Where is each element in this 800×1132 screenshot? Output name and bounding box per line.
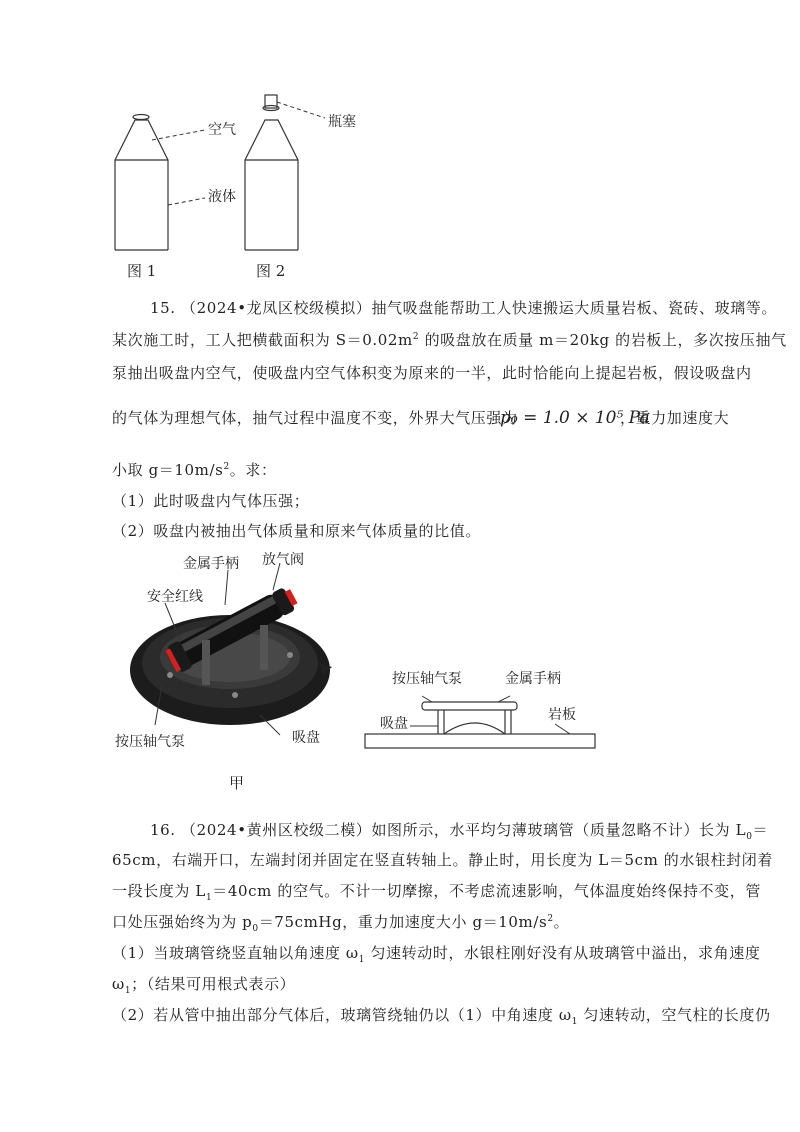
bottle-1 <box>115 115 168 251</box>
side-label-slab: 岩板 <box>548 707 576 723</box>
label-pump: 按压轴气泵 <box>115 734 185 750</box>
q16-sub1: （1）当玻璃管绕竖直轴以角速度 $\omega_1$ 匀速转动时，水银柱刚好没有从玻璃管中溢出，求角速度 <box>112 944 761 965</box>
label-valve: 放气阀 <box>262 552 304 568</box>
label-liquid: 液体 <box>208 189 236 205</box>
side-label-handle: 金属手柄 <box>505 671 561 687</box>
q15-line1: 15. （2024•龙凤区校级模拟）抽气吸盘能帮助工人快速搬运大质量岩板、瓷砖、玻璃等。 <box>150 299 778 317</box>
q16-line4: 口处压强始终为为 $p_0=75cmHg$，重力加速度大小 $g=10m/s^2$。 <box>112 913 570 934</box>
label-cup: 吸盘 <box>292 730 320 746</box>
q15-pressure-formula: p₀ = 1.0 × 10⁵ Pa <box>500 408 650 428</box>
q15-sub1: （1）此时吸盘内气体压强； <box>112 492 310 510</box>
q15-sub2: （2）吸盘内被抽出气体质量和原来气体质量的比值。 <box>112 522 481 540</box>
q16-line2: 65cm，右端开口，左端封闭并固定在竖直转轴上。静止时，用长度为 L＝5cm 的水银柱封闭着 <box>112 851 773 869</box>
side-label-cup: 吸盘 <box>380 716 408 732</box>
q15-line4: 的气体为理想气体，抽气过程中温度不变，外界大气压强为 <box>112 409 518 427</box>
fig2-caption: 图 2 <box>256 262 286 280</box>
label-handle: 金属手柄 <box>183 556 239 572</box>
fig-jia-caption: 甲 <box>229 774 245 792</box>
q15-line5: 小取 $g=10m/s^2$。求： <box>112 461 277 479</box>
bottle-2 <box>245 95 298 250</box>
q15-line3: 泵抽出吸盘内空气，使吸盘内空气体积变为原来的一半，此时恰能向上提起岩板，假设吸盘内 <box>112 364 752 382</box>
q15-line2: 某次施工时，工人把横截面积为 $S=0.02m^2$ 的吸盘放在质量 m＝20kg 的岩板上，多次按压抽气 <box>112 331 787 349</box>
q16-sub2: （2）若从管中抽出部分气体后，玻璃管绕轴仍以（1）中角速度 $\omega_1$ 匀速转动，空气柱的长度仍 <box>112 1006 771 1027</box>
label-stopper: 瓶塞 <box>328 114 356 130</box>
q15-line4-tail: ，重力加速度大 <box>620 409 730 427</box>
label-redline: 安全红线 <box>147 589 203 605</box>
label-air: 空气 <box>208 122 236 138</box>
suction-cup-photo <box>110 545 340 755</box>
fig1-caption: 图 1 <box>127 262 157 280</box>
q16-line1: 16. （2024•黄州区校级二模）如图所示，水平均匀薄玻璃管（质量忽略不计）长为 $L_0=$ <box>150 821 769 842</box>
q16-sub1-cont: $\omega_1$；（结果可用根式表示） <box>112 975 296 996</box>
side-label-pump: 按压轴气泵 <box>392 671 462 687</box>
q16-line3: 一段长度为 $L_1=40cm$ 的空气。不计一切摩擦，不考虑流速影响，气体温度始终保持不变，管 <box>112 882 761 903</box>
